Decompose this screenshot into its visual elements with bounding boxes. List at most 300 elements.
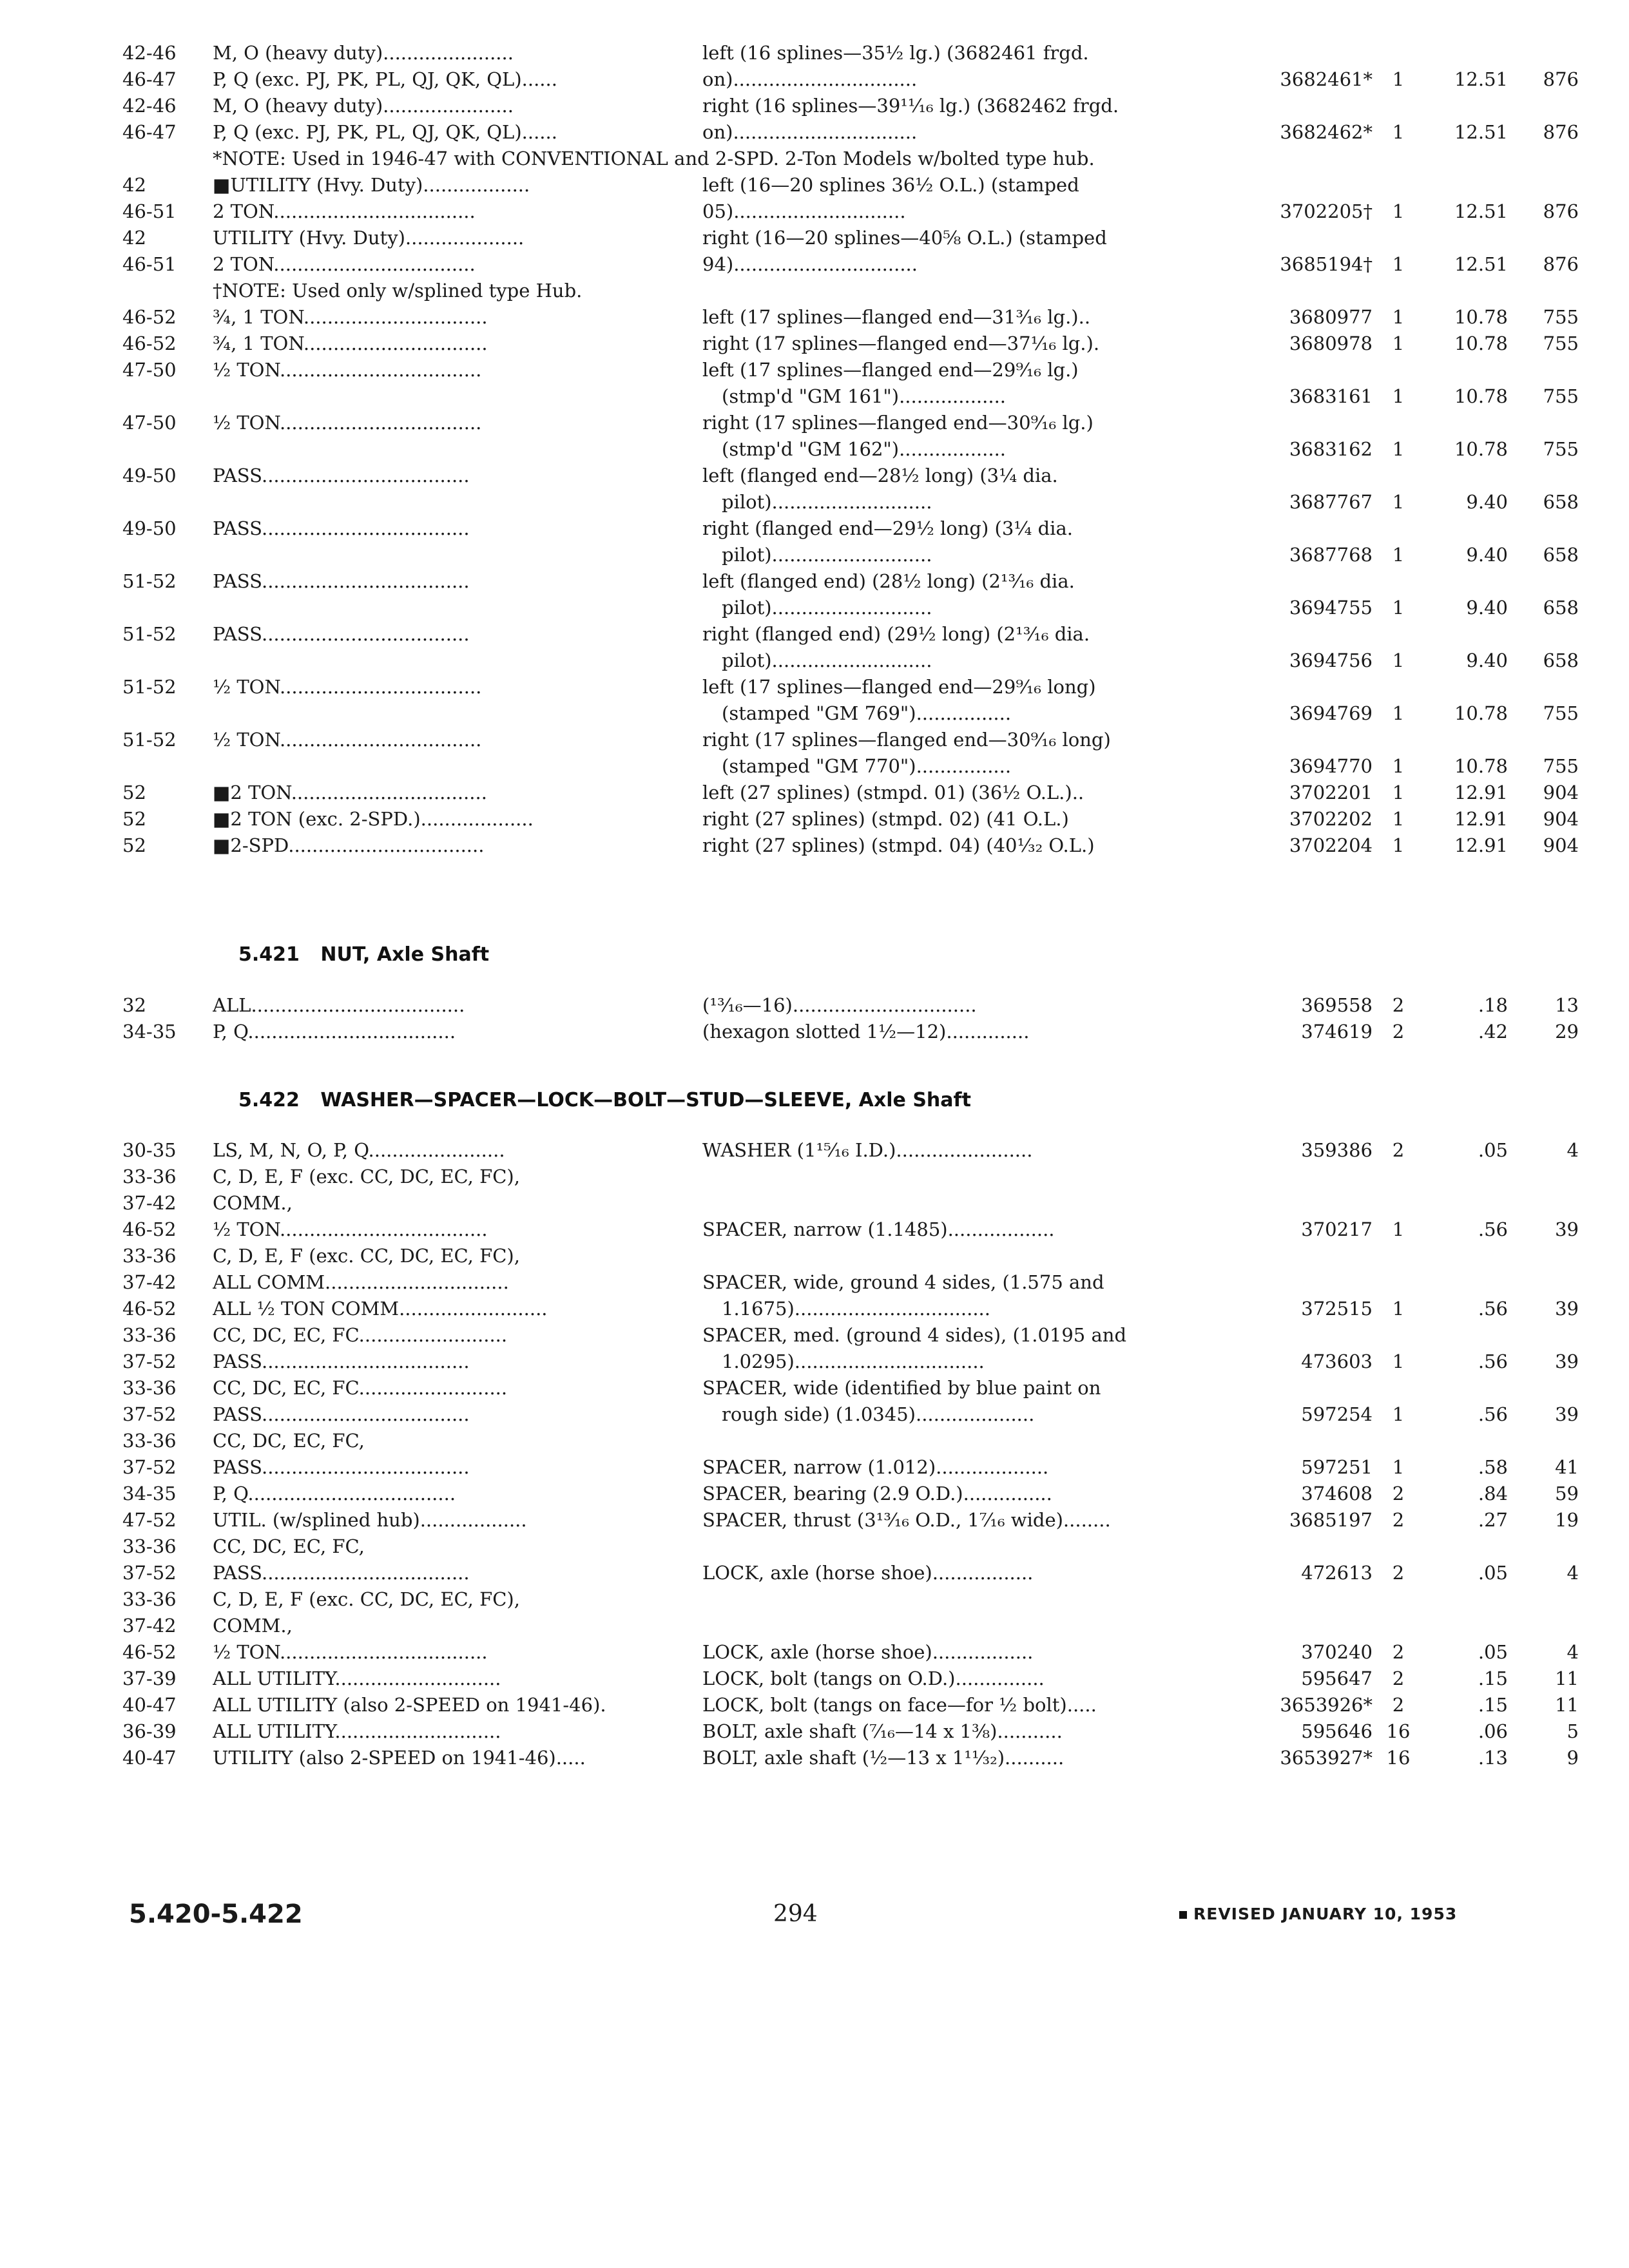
- quantity-cell: 1: [1392, 702, 1405, 724]
- years-cell: 37-52: [122, 1562, 177, 1584]
- years-cell: 36-39: [122, 1720, 177, 1742]
- weight-cell: 755: [1543, 306, 1579, 328]
- models-cell: ■2-SPD.................................: [213, 834, 485, 856]
- weight-cell: 41: [1555, 1456, 1579, 1478]
- table-row: [122, 832, 1579, 859]
- part-number-cell: 3680977: [1289, 306, 1373, 328]
- models-cell: P, Q (exc. PJ, PK, PL, QJ, QK, QL)......: [213, 121, 557, 143]
- quantity-cell: 2: [1392, 1641, 1405, 1663]
- quantity-cell: 1: [1392, 68, 1405, 90]
- quantity-cell: 2: [1392, 1021, 1405, 1043]
- table-row: [122, 93, 1501, 119]
- years-cell: 46-51: [122, 253, 177, 275]
- table-row: [122, 1322, 1501, 1349]
- years-cell: 46-47: [122, 68, 177, 90]
- models-cell: ½ TON...................................: [213, 1218, 488, 1240]
- description-cell: on)...............................: [702, 68, 918, 90]
- description-cell: left (flanged end) (28½ long) (2¹³⁄₁₆ dia.: [702, 570, 1075, 592]
- table-row: [122, 1401, 1579, 1428]
- table-row: [122, 383, 1579, 410]
- table-row: [122, 251, 1579, 278]
- years-cell: 49-50: [122, 465, 177, 486]
- models-cell: PASS...................................: [213, 1562, 470, 1584]
- description-cell: left (27 splines) (stmpd. 01) (36½ O.L.)..: [702, 782, 1084, 803]
- description-cell: rough side) (1.0345)....................: [722, 1403, 1035, 1425]
- price-cell: 10.78: [1454, 755, 1508, 777]
- description-cell: SPACER, med. (ground 4 sides), (1.0195 and: [702, 1324, 1127, 1346]
- models-cell: PASS...................................: [213, 517, 470, 539]
- years-cell: 34-35: [122, 1021, 177, 1043]
- weight-cell: 4: [1566, 1562, 1579, 1584]
- models-cell: C, D, E, F (exc. CC, DC, EC, FC),: [213, 1166, 520, 1187]
- description-cell: on)...............................: [702, 121, 918, 143]
- weight-cell: 904: [1543, 834, 1579, 856]
- table-row: [122, 753, 1579, 780]
- models-cell: 2 TON..................................: [213, 253, 476, 275]
- quantity-cell: 2: [1392, 1562, 1405, 1584]
- years-cell: 42: [122, 174, 146, 196]
- table-row: [122, 410, 1501, 436]
- years-cell: 37-52: [122, 1456, 177, 1478]
- part-number-cell: 372515: [1301, 1298, 1373, 1320]
- price-cell: .84: [1478, 1483, 1508, 1504]
- section-range: 5.420-5.422: [129, 1899, 303, 1929]
- quantity-cell: 1: [1392, 306, 1405, 328]
- price-cell: .05: [1478, 1641, 1508, 1663]
- table-row: [122, 172, 1501, 198]
- models-cell: ¾, 1 TON...............................: [213, 332, 488, 354]
- description-cell: left (17 splines—flanged end—31³⁄₁₆ lg.)..: [702, 306, 1091, 328]
- part-number-cell: 3702201: [1289, 782, 1373, 803]
- weight-cell: 13: [1555, 994, 1579, 1016]
- section-title: NUT, Axle Shaft: [320, 943, 490, 966]
- years-cell: 37-39: [122, 1667, 177, 1689]
- models-cell: UTILITY (also 2-SPEED on 1941-46).....: [213, 1747, 586, 1769]
- years-cell: 46-52: [122, 1218, 177, 1240]
- description-cell: (stamped "GM 769")................: [722, 702, 1012, 724]
- price-cell: .05: [1478, 1139, 1508, 1161]
- years-cell: 33-36: [122, 1535, 177, 1557]
- table-row: [122, 1164, 1501, 1190]
- description-cell: (hexagon slotted 1½—12)..............: [702, 1021, 1030, 1043]
- washer-spacer-table: [122, 1137, 1579, 1771]
- description-cell: right (17 splines—flanged end—30⁹⁄₁₆ lg.): [702, 412, 1094, 434]
- page-number: 294: [773, 1901, 818, 1927]
- quantity-cell: 2: [1392, 1483, 1405, 1504]
- models-cell: M, O (heavy duty)......................: [213, 95, 514, 117]
- table-row: [122, 1507, 1579, 1533]
- price-cell: .56: [1478, 1350, 1508, 1372]
- table-row: [122, 1216, 1579, 1243]
- part-number-cell: 3683162: [1289, 438, 1373, 460]
- table-row: [122, 1533, 1501, 1560]
- section-number: 5.421: [238, 943, 300, 966]
- quantity-cell: 1: [1392, 834, 1405, 856]
- description-cell: 1.1675).................................: [722, 1298, 990, 1320]
- revision-note: [1179, 1905, 1457, 1923]
- description-cell: SPACER, narrow (1.012)...................: [702, 1456, 1049, 1478]
- models-cell: P, Q...................................: [213, 1021, 456, 1043]
- years-cell: 37-42: [122, 1615, 177, 1637]
- description-cell: left (17 splines—flanged end—29⁹⁄₁₆ long): [702, 676, 1096, 698]
- years-cell: 37-52: [122, 1350, 177, 1372]
- quantity-cell: 16: [1386, 1747, 1411, 1769]
- quantity-cell: 2: [1392, 1667, 1405, 1689]
- years-cell: 47-50: [122, 359, 177, 381]
- models-cell: UTIL. (w/splined hub)..................: [213, 1509, 527, 1531]
- quantity-cell: 2: [1392, 1694, 1405, 1716]
- table-row: [122, 436, 1579, 463]
- section-heading-washer: [238, 1089, 971, 1111]
- table-row: [122, 621, 1501, 648]
- models-cell: ALL UTILITY (also 2-SPEED on 1941-46).: [213, 1694, 606, 1716]
- description-cell: 1.0295)................................: [722, 1350, 985, 1372]
- price-cell: .15: [1478, 1667, 1508, 1689]
- years-cell: 52: [122, 782, 146, 803]
- quantity-cell: 1: [1392, 385, 1405, 407]
- table-row: [122, 1269, 1501, 1296]
- weight-cell: 4: [1566, 1139, 1579, 1161]
- quantity-cell: 1: [1392, 1298, 1405, 1320]
- weight-cell: 876: [1543, 121, 1579, 143]
- description-cell: SPACER, narrow (1.1485)..................: [702, 1218, 1055, 1240]
- part-number-cell: 359386: [1301, 1139, 1373, 1161]
- years-cell: 47-52: [122, 1509, 177, 1531]
- axle-shaft-table: [122, 40, 1579, 859]
- table-row: [122, 1666, 1579, 1692]
- quantity-cell: 1: [1392, 755, 1405, 777]
- table-row: [122, 331, 1579, 357]
- models-cell: ½ TON..................................: [213, 359, 482, 381]
- price-cell: .56: [1478, 1298, 1508, 1320]
- table-row: [122, 806, 1579, 832]
- price-cell: 9.40: [1466, 544, 1508, 566]
- note-text: *NOTE: Used in 1946-47 with CONVENTIONAL and 2-SPD. 2-Ton Models w/bolted type hub.: [213, 148, 1095, 169]
- years-cell: 33-36: [122, 1588, 177, 1610]
- years-cell: 46-52: [122, 306, 177, 328]
- years-cell: 34-35: [122, 1483, 177, 1504]
- years-cell: 37-42: [122, 1271, 177, 1293]
- table-row: [122, 357, 1501, 383]
- quantity-cell: 1: [1392, 544, 1405, 566]
- section-number: 5.422: [238, 1089, 300, 1111]
- quantity-cell: 1: [1392, 1218, 1405, 1240]
- years-cell: 51-52: [122, 570, 177, 592]
- weight-cell: 876: [1543, 68, 1579, 90]
- quantity-cell: 1: [1392, 1403, 1405, 1425]
- years-cell: 46-52: [122, 332, 177, 354]
- table-row: [122, 40, 1501, 66]
- quantity-cell: 1: [1392, 491, 1405, 513]
- part-number-cell: 3683161: [1289, 385, 1373, 407]
- years-cell: 33-36: [122, 1245, 177, 1267]
- models-cell: ½ TON..................................: [213, 729, 482, 751]
- price-cell: 10.78: [1454, 306, 1508, 328]
- weight-cell: 876: [1543, 253, 1579, 275]
- part-number-cell: 3685197: [1289, 1509, 1373, 1531]
- years-cell: 37-42: [122, 1192, 177, 1214]
- table-row: [122, 1428, 1501, 1454]
- models-cell: UTILITY (Hvy. Duty)....................: [213, 227, 525, 249]
- price-cell: 12.91: [1454, 834, 1508, 856]
- table-row: [122, 1639, 1579, 1666]
- models-cell: PASS...................................: [213, 570, 470, 592]
- part-number-cell: 3680978: [1289, 332, 1373, 354]
- price-cell: 9.40: [1466, 649, 1508, 671]
- table-row: [122, 489, 1579, 515]
- description-cell: (stmp'd "GM 162")..................: [722, 438, 1007, 460]
- description-cell: left (16—20 splines 36½ O.L.) (stamped: [702, 174, 1079, 196]
- models-cell: ALL....................................: [213, 994, 465, 1016]
- weight-cell: 39: [1555, 1298, 1579, 1320]
- price-cell: .27: [1478, 1509, 1508, 1531]
- models-cell: C, D, E, F (exc. CC, DC, EC, FC),: [213, 1245, 520, 1267]
- models-cell: ■2 TON.................................: [213, 782, 487, 803]
- models-cell: COMM.,: [213, 1192, 293, 1214]
- description-cell: SPACER, bearing (2.9 O.D.)...............: [702, 1483, 1052, 1504]
- weight-cell: 9: [1566, 1747, 1579, 1769]
- description-cell: right (16—20 splines—40⅝ O.L.) (stamped: [702, 227, 1107, 249]
- revision-marker-icon: [1179, 1911, 1187, 1919]
- weight-cell: 876: [1543, 200, 1579, 222]
- description-cell: left (flanged end—28½ long) (3¼ dia.: [702, 465, 1058, 486]
- years-cell: 46-51: [122, 200, 177, 222]
- description-cell: right (flanged end) (29½ long) (2¹³⁄₁₆ dia.: [702, 623, 1090, 645]
- years-cell: 52: [122, 834, 146, 856]
- table-row: [122, 1745, 1579, 1771]
- part-number-cell: 374608: [1301, 1483, 1373, 1504]
- price-cell: 12.51: [1454, 121, 1508, 143]
- weight-cell: 39: [1555, 1403, 1579, 1425]
- description-cell: left (17 splines—flanged end—29⁹⁄₁₆ lg.): [702, 359, 1079, 381]
- description-cell: BOLT, axle shaft (½—13 x 1¹¹⁄₃₂)..........: [702, 1747, 1065, 1769]
- price-cell: 12.51: [1454, 200, 1508, 222]
- part-number-cell: 370217: [1301, 1218, 1373, 1240]
- quantity-cell: 1: [1392, 808, 1405, 830]
- models-cell: ALL ½ TON COMM.........................: [213, 1298, 548, 1320]
- description-cell: pilot)...........................: [722, 649, 932, 671]
- part-number-cell: 3653927*: [1280, 1747, 1373, 1769]
- table-note: [122, 146, 1501, 172]
- price-cell: .58: [1478, 1456, 1508, 1478]
- models-cell: ½ TON...................................: [213, 1641, 488, 1663]
- quantity-cell: 16: [1386, 1720, 1411, 1742]
- weight-cell: 755: [1543, 438, 1579, 460]
- description-cell: (stamped "GM 770")................: [722, 755, 1012, 777]
- years-cell: 40-47: [122, 1747, 177, 1769]
- table-note: [122, 278, 1501, 304]
- description-cell: (¹³⁄₁₆—16)...............................: [702, 994, 977, 1016]
- weight-cell: 904: [1543, 782, 1579, 803]
- models-cell: CC, DC, EC, FC.........................: [213, 1377, 508, 1399]
- models-cell: ALL UTILITY............................: [213, 1720, 501, 1742]
- years-cell: 33-36: [122, 1430, 177, 1452]
- table-row: [122, 992, 1579, 1019]
- part-number-cell: 374619: [1301, 1021, 1373, 1043]
- models-cell: ½ TON..................................: [213, 412, 482, 434]
- quantity-cell: 1: [1392, 1350, 1405, 1372]
- description-cell: pilot)...........................: [722, 597, 932, 619]
- models-cell: ■UTILITY (Hvy. Duty)..................: [213, 174, 530, 196]
- quantity-cell: 1: [1392, 649, 1405, 671]
- weight-cell: 755: [1543, 702, 1579, 724]
- weight-cell: 29: [1555, 1021, 1579, 1043]
- price-cell: 12.91: [1454, 808, 1508, 830]
- table-row: [122, 1349, 1579, 1375]
- part-number-cell: 597251: [1301, 1456, 1373, 1478]
- description-cell: (stmp'd "GM 161")..................: [722, 385, 1007, 407]
- description-cell: pilot)...........................: [722, 544, 932, 566]
- price-cell: 9.40: [1466, 597, 1508, 619]
- models-cell: ALL COMM...............................: [213, 1271, 509, 1293]
- years-cell: 46-47: [122, 121, 177, 143]
- part-number-cell: 3694769: [1289, 702, 1373, 724]
- table-row: [122, 595, 1579, 621]
- weight-cell: 4: [1566, 1641, 1579, 1663]
- revision-date: REVISED JANUARY 10, 1953: [1193, 1905, 1458, 1923]
- models-cell: ½ TON..................................: [213, 676, 482, 698]
- part-number-cell: 3702202: [1289, 808, 1373, 830]
- quantity-cell: 1: [1392, 1456, 1405, 1478]
- table-row: [122, 304, 1579, 331]
- years-cell: 37-52: [122, 1403, 177, 1425]
- weight-cell: 755: [1543, 755, 1579, 777]
- price-cell: .13: [1478, 1747, 1508, 1769]
- models-cell: PASS...................................: [213, 465, 470, 486]
- models-cell: P, Q (exc. PJ, PK, PL, QJ, QK, QL)......: [213, 68, 557, 90]
- part-number-cell: 3702204: [1289, 834, 1373, 856]
- table-row: [122, 727, 1501, 753]
- models-cell: C, D, E, F (exc. CC, DC, EC, FC),: [213, 1588, 520, 1610]
- weight-cell: 5: [1566, 1720, 1579, 1742]
- weight-cell: 658: [1543, 597, 1579, 619]
- weight-cell: 658: [1543, 491, 1579, 513]
- table-row: [122, 119, 1579, 146]
- models-cell: ■2 TON (exc. 2-SPD.)...................: [213, 808, 534, 830]
- weight-cell: 11: [1555, 1667, 1579, 1689]
- models-cell: P, Q...................................: [213, 1483, 456, 1504]
- years-cell: 30-35: [122, 1139, 177, 1161]
- description-cell: right (flanged end—29½ long) (3¼ dia.: [702, 517, 1073, 539]
- part-number-cell: 473603: [1301, 1350, 1373, 1372]
- price-cell: .56: [1478, 1218, 1508, 1240]
- description-cell: BOLT, axle shaft (⁷⁄₁₆—14 x 1⅜)...........: [702, 1720, 1063, 1742]
- models-cell: 2 TON..................................: [213, 200, 476, 222]
- models-cell: CC, DC, EC, FC.........................: [213, 1324, 508, 1346]
- price-cell: 12.51: [1454, 253, 1508, 275]
- part-number-cell: 597254: [1301, 1403, 1373, 1425]
- table-row: [122, 780, 1579, 806]
- weight-cell: 658: [1543, 544, 1579, 566]
- quantity-cell: 1: [1392, 438, 1405, 460]
- models-cell: ¾, 1 TON...............................: [213, 306, 488, 328]
- years-cell: 33-36: [122, 1324, 177, 1346]
- quantity-cell: 1: [1392, 121, 1405, 143]
- price-cell: 12.51: [1454, 68, 1508, 90]
- part-number-cell: 370240: [1301, 1641, 1373, 1663]
- models-cell: PASS...................................: [213, 623, 470, 645]
- table-row: [122, 568, 1501, 595]
- description-cell: SPACER, thrust (3¹³⁄₁₆ O.D., 1⁷⁄₁₆ wide)........: [702, 1509, 1111, 1531]
- models-cell: COMM.,: [213, 1615, 293, 1637]
- table-row: [122, 515, 1501, 542]
- models-cell: ALL UTILITY............................: [213, 1667, 501, 1689]
- table-row: [122, 66, 1579, 93]
- price-cell: 10.78: [1454, 702, 1508, 724]
- weight-cell: 19: [1555, 1509, 1579, 1531]
- part-number-cell: 472613: [1301, 1562, 1373, 1584]
- table-row: [122, 1613, 1501, 1639]
- description-cell: right (27 splines) (stmpd. 04) (40¹⁄₃₂ O.L.): [702, 834, 1095, 856]
- weight-cell: 39: [1555, 1350, 1579, 1372]
- quantity-cell: 2: [1392, 1509, 1405, 1531]
- description-cell: SPACER, wide, ground 4 sides, (1.575 and: [702, 1271, 1104, 1293]
- description-cell: LOCK, axle (horse shoe).................: [702, 1562, 1034, 1584]
- years-cell: 42-46: [122, 42, 177, 64]
- models-cell: LS, M, N, O, P, Q.......................: [213, 1139, 505, 1161]
- part-number-cell: 3687768: [1289, 544, 1373, 566]
- years-cell: 46-52: [122, 1298, 177, 1320]
- note-text: †NOTE: Used only w/splined type Hub.: [213, 280, 583, 302]
- price-cell: .18: [1478, 994, 1508, 1016]
- table-row: [122, 198, 1579, 225]
- weight-cell: 755: [1543, 332, 1579, 354]
- table-row: [122, 1190, 1501, 1216]
- table-row: [122, 1586, 1501, 1613]
- quantity-cell: 1: [1392, 200, 1405, 222]
- part-number-cell: 595646: [1301, 1720, 1373, 1742]
- part-number-cell: 3682462*: [1280, 121, 1373, 143]
- description-cell: right (27 splines) (stmpd. 02) (41 O.L.): [702, 808, 1069, 830]
- part-number-cell: 3694756: [1289, 649, 1373, 671]
- description-cell: right (16 splines—39¹¹⁄₁₆ lg.) (3682462 frgd.: [702, 95, 1119, 117]
- description-cell: WASHER (1¹⁵⁄₁₆ I.D.).......................: [702, 1139, 1033, 1161]
- part-number-cell: 3653926*: [1280, 1694, 1373, 1716]
- price-cell: 10.78: [1454, 332, 1508, 354]
- years-cell: 51-52: [122, 676, 177, 698]
- years-cell: 32: [122, 994, 146, 1016]
- part-number-cell: 3685194†: [1280, 253, 1373, 275]
- table-row: [122, 1296, 1579, 1322]
- part-number-cell: 369558: [1301, 994, 1373, 1016]
- nut-table: [122, 992, 1579, 1045]
- years-cell: 47-50: [122, 412, 177, 434]
- price-cell: .05: [1478, 1562, 1508, 1584]
- quantity-cell: 2: [1392, 1139, 1405, 1161]
- description-cell: LOCK, axle (horse shoe).................: [702, 1641, 1034, 1663]
- models-cell: PASS...................................: [213, 1456, 470, 1478]
- table-row: [122, 648, 1579, 674]
- description-cell: right (17 splines—flanged end—30⁹⁄₁₆ long): [702, 729, 1111, 751]
- years-cell: 33-36: [122, 1377, 177, 1399]
- description-cell: SPACER, wide (identified by blue paint on: [702, 1377, 1101, 1399]
- quantity-cell: 1: [1392, 597, 1405, 619]
- description-cell: pilot)...........................: [722, 491, 932, 513]
- price-cell: 10.78: [1454, 385, 1508, 407]
- models-cell: PASS...................................: [213, 1403, 470, 1425]
- description-cell: LOCK, bolt (tangs on O.D.)...............: [702, 1667, 1045, 1689]
- price-cell: 12.91: [1454, 782, 1508, 803]
- price-cell: .56: [1478, 1403, 1508, 1425]
- years-cell: 52: [122, 808, 146, 830]
- models-cell: M, O (heavy duty)......................: [213, 42, 514, 64]
- years-cell: 46-52: [122, 1641, 177, 1663]
- quantity-cell: 2: [1392, 994, 1405, 1016]
- weight-cell: 59: [1555, 1483, 1579, 1504]
- table-row: [122, 1560, 1579, 1586]
- price-cell: 9.40: [1466, 491, 1508, 513]
- table-row: [122, 542, 1579, 568]
